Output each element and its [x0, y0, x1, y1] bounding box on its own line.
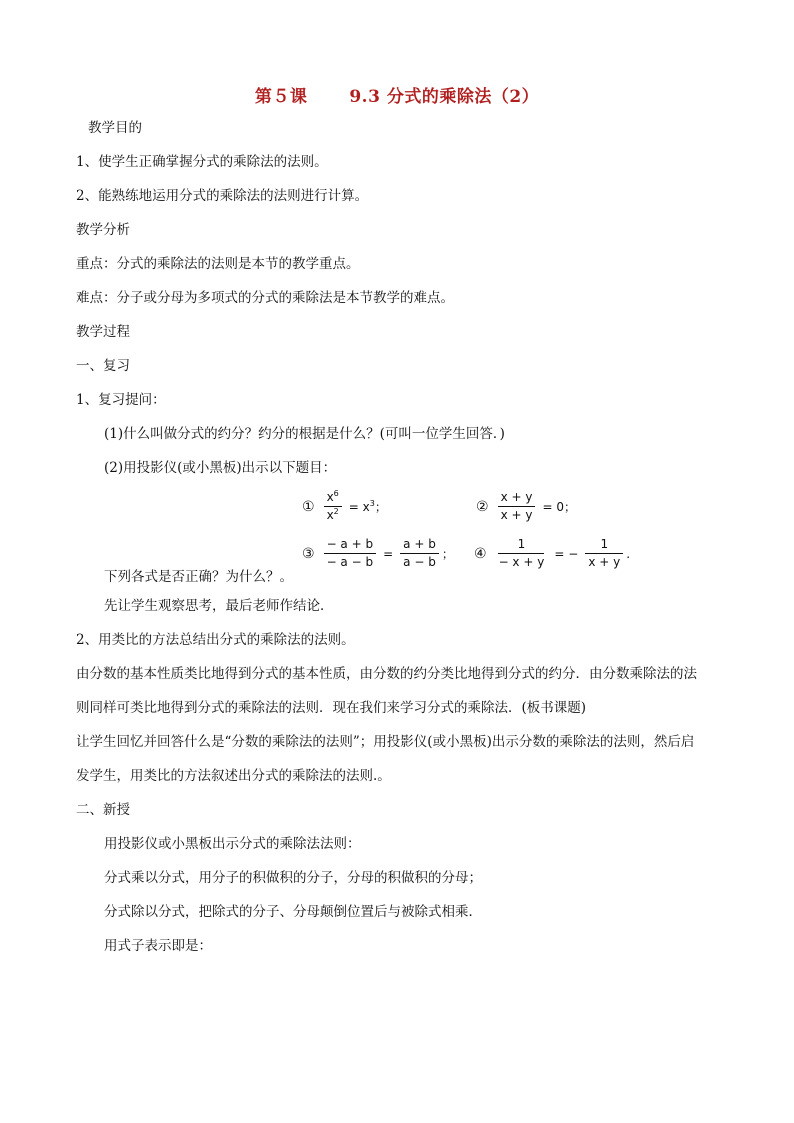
fraction: $\frac{- a + b}{- a - b}$	[324, 537, 377, 570]
fraction: $\frac{1}{- x + y}$	[498, 537, 545, 569]
paragraph-1-line-2: 则同样可类比地得到分式的乘除法的法则．现在我们来学习分式的乘除法．(板书课题)	[76, 700, 587, 716]
section-heading-new: 二、新授	[76, 802, 130, 818]
formula-2: ② $\frac{x + y}{x + y}$ = 0；	[476, 490, 576, 522]
observe-note: 先让学生观察思考，最后老师作结论．	[104, 598, 334, 614]
formula-3: ③ $\frac{- a + b}{- a - b}$ = $\frac{a + b}{a - b}$ ；	[302, 537, 454, 569]
fraction: $\frac{a + b}{a - b}$	[400, 537, 439, 570]
question-2: (2)用投影仪(或小黑板)出示以下题目：	[104, 460, 337, 476]
review-item-2: 2、用类比的方法总结出分式的乘除法的法则。	[76, 632, 355, 648]
section-heading-goals: 教学目的	[88, 120, 142, 136]
review-item-1: 1、复习提问：	[76, 392, 166, 408]
paragraph-2-line-2: 发学生，用类比的方法叙述出分式的乘除法的法则.。	[76, 768, 391, 784]
new-item-2: 分式乘以分式，用分子的积做积的分子，分母的积做积的分母；	[104, 870, 482, 886]
lesson-topic: 9.3 分式的乘除法（2）	[349, 87, 540, 107]
difficult-point: 难点：分子或分母为多项式的分式的乘除法是本节教学的难点。	[76, 290, 454, 306]
new-item-1: 用投影仪或小黑板出示分式的乘除法法则：	[104, 836, 361, 852]
new-item-4: 用式子表示即是：	[104, 938, 212, 954]
paragraph-2-line-1: 让学生回忆并回答什么是“分数的乘除法的法则”；用投影仪(或小黑板)出示分数的乘除法的法则，然后启	[76, 734, 695, 750]
lesson-number: 第５课	[254, 87, 308, 107]
paragraph-1-line-1: 由分数的基本性质类比地得到分式的基本性质，由分数的约分类比地得到分式的约分．由分数乘除法的法	[76, 666, 697, 682]
fraction: $\frac{x^6}{x^2}$	[324, 490, 342, 523]
goal-item-2: 2、能熟练地运用分式的乘除法的法则进行计算。	[76, 188, 369, 204]
formula-1: ① $\frac{x^6}{x^2}$ = $x^3$；	[302, 489, 387, 522]
question-1: (1)什么叫做分式的约分？约分的根据是什么？(可叫一位学生回答．)	[104, 426, 505, 442]
fraction: $\frac{1}{x + y}$	[585, 537, 623, 570]
section-heading-analysis: 教学分析	[76, 222, 130, 238]
section-heading-process: 教学过程	[76, 324, 130, 340]
page-title	[0, 82, 794, 107]
new-item-3: 分式除以分式，把除式的分子、分母颠倒位置后与被除式相乘．	[104, 904, 482, 920]
formula-4: ④ $\frac{1}{- x + y}$ = − $\frac{1}{x + y}$ .	[474, 537, 631, 569]
question-3: 下列各式是否正确？为什么？。	[104, 569, 293, 585]
fraction: $\frac{x + y}{x + y}$	[498, 490, 536, 523]
goal-item-1: 1、使学生正确掌握分式的乘除法的法则。	[76, 154, 328, 170]
section-heading-review: 一、复习	[76, 358, 130, 374]
key-point: 重点：分式的乘除法的法则是本节的教学重点。	[76, 256, 360, 272]
